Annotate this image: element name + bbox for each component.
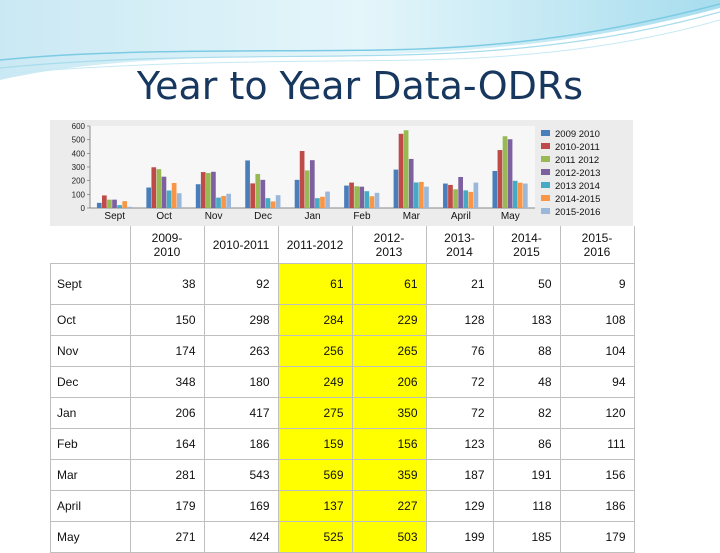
table-header-row (51, 226, 635, 264)
table-cell: 156 (560, 460, 634, 491)
table-cell: 503 (352, 522, 426, 553)
table-cell: 38 (130, 264, 204, 305)
legend-label: 2009 2010 (555, 129, 600, 140)
table-cell: 92 (204, 264, 278, 305)
table-row (51, 522, 635, 553)
row-label: Sept (51, 264, 131, 305)
table-cell: 185 (493, 522, 560, 553)
column-header: 2010-2011 (204, 226, 278, 264)
row-label: Nov (51, 336, 131, 367)
bar-april-2 (448, 185, 453, 208)
bar-oct-7 (177, 193, 182, 208)
table-cell: 229 (352, 305, 426, 336)
bar-nov-4 (211, 172, 216, 208)
bar-feb-5 (364, 191, 369, 208)
bar-jan-5 (315, 198, 320, 208)
bar-feb-6 (370, 196, 375, 208)
column-header: 2014-2015 (493, 226, 560, 264)
bar-oct-3 (157, 169, 162, 208)
table-cell: 281 (130, 460, 204, 491)
bar-feb-2 (349, 183, 354, 208)
bar-feb-7 (375, 193, 380, 208)
table-cell: 186 (560, 491, 634, 522)
bar-may-1 (492, 171, 497, 208)
bar-april-4 (458, 177, 463, 208)
table-cell: 569 (278, 460, 352, 491)
bar-oct-1 (146, 188, 151, 209)
bar-dec-4 (261, 180, 266, 208)
table-cell: 424 (204, 522, 278, 553)
bar-april-6 (468, 192, 473, 208)
row-label: Jan (51, 398, 131, 429)
column-header: 2011-2012 (278, 226, 352, 264)
legend-label: 2013 2014 (555, 181, 600, 192)
bar-may-2 (498, 150, 503, 208)
x-tick-label: April (450, 211, 471, 222)
slide-title: Year to Year Data-ODRs (136, 64, 584, 108)
column-header: 2009-2010 (130, 226, 204, 264)
table-cell: 191 (493, 460, 560, 491)
table-cell: 50 (493, 264, 560, 305)
legend-label: 2012-2013 (555, 168, 601, 179)
bar-dec-7 (276, 195, 281, 208)
x-tick-label: Nov (204, 211, 223, 222)
bar-mar-5 (414, 182, 419, 208)
table-cell: 206 (130, 398, 204, 429)
table-cell: 86 (493, 429, 560, 460)
x-tick-label: Oct (156, 211, 172, 222)
table-cell: 179 (130, 491, 204, 522)
bar-feb-1 (344, 186, 349, 208)
legend-swatch (541, 208, 550, 214)
table-cell: 76 (426, 336, 493, 367)
table-row (51, 398, 635, 429)
legend-swatch (541, 143, 550, 149)
table-cell: 179 (560, 522, 634, 553)
table-cell: 199 (426, 522, 493, 553)
table-cell: 543 (204, 460, 278, 491)
bar-sept-6 (122, 201, 127, 208)
column-header: 2013-2014 (426, 226, 493, 264)
table-cell: 187 (426, 460, 493, 491)
table-cell: 180 (204, 367, 278, 398)
table-cell: 9 (560, 264, 634, 305)
table-cell: 164 (130, 429, 204, 460)
bar-dec-6 (271, 201, 276, 208)
table-cell: 128 (426, 305, 493, 336)
bar-may-5 (513, 181, 518, 208)
table-cell: 61 (278, 264, 352, 305)
x-tick-label: Jan (304, 211, 321, 222)
legend-swatch (541, 156, 550, 162)
table-cell: 104 (560, 336, 634, 367)
y-tick-label: 600 (71, 122, 85, 131)
bar-april-7 (474, 183, 479, 208)
table-cell: 186 (204, 429, 278, 460)
bar-nov-5 (216, 198, 221, 208)
table-cell: 118 (493, 491, 560, 522)
y-tick-label: 200 (71, 176, 85, 186)
bar-may-7 (523, 184, 528, 208)
bar-jan-2 (300, 151, 305, 208)
bar-sept-2 (102, 195, 107, 208)
table-cell: 227 (352, 491, 426, 522)
row-label: May (51, 522, 131, 553)
bar-mar-7 (424, 187, 429, 208)
table-cell: 275 (278, 398, 352, 429)
table-cell: 48 (493, 367, 560, 398)
bar-oct-2 (151, 167, 156, 208)
table-cell: 72 (426, 398, 493, 429)
bar-april-5 (463, 190, 468, 208)
table-cell: 284 (278, 305, 352, 336)
x-tick-label: Feb (353, 211, 371, 222)
bar-oct-5 (167, 191, 172, 208)
table-row (51, 460, 635, 491)
bar-jan-1 (295, 180, 300, 208)
bar-chart (50, 120, 633, 226)
table-body (51, 264, 635, 553)
table-cell: 525 (278, 522, 352, 553)
table-cell: 111 (560, 429, 634, 460)
bar-april-1 (443, 184, 448, 208)
table-cell: 265 (352, 336, 426, 367)
table-row (51, 305, 635, 336)
table-cell: 263 (204, 336, 278, 367)
bar-nov-2 (201, 172, 206, 208)
table-cell: 94 (560, 367, 634, 398)
bar-mar-2 (399, 134, 404, 208)
table-cell: 174 (130, 336, 204, 367)
bar-jan-3 (305, 170, 310, 208)
table-cell: 120 (560, 398, 634, 429)
bar-dec-3 (255, 174, 260, 208)
bar-nov-6 (221, 196, 226, 208)
bar-mar-4 (409, 159, 414, 208)
table-cell: 108 (560, 305, 634, 336)
table-cell: 159 (278, 429, 352, 460)
table-cell: 123 (426, 429, 493, 460)
row-label: Oct (51, 305, 131, 336)
table-cell: 249 (278, 367, 352, 398)
bar-feb-3 (354, 186, 359, 208)
bar-feb-4 (359, 187, 364, 208)
x-tick-label: May (500, 211, 520, 222)
table-cell: 137 (278, 491, 352, 522)
legend-label: 2011 2012 (555, 155, 600, 166)
table-cell: 169 (204, 491, 278, 522)
data-table (50, 226, 635, 553)
bar-nov-7 (226, 194, 231, 208)
bar-nov-3 (206, 173, 211, 208)
bar-may-6 (518, 183, 523, 208)
row-label: Feb (51, 429, 131, 460)
legend-label: 2010-2011 (555, 142, 600, 153)
table-cell: 150 (130, 305, 204, 336)
table-row (51, 264, 635, 305)
table-row (51, 429, 635, 460)
table-cell: 256 (278, 336, 352, 367)
row-label: Mar (51, 460, 131, 491)
bar-dec-5 (266, 198, 271, 208)
bar-jan-6 (320, 197, 325, 208)
legend-swatch (541, 182, 550, 188)
bar-dec-2 (250, 183, 255, 208)
table-cell: 129 (426, 491, 493, 522)
row-label: Dec (51, 367, 131, 398)
bar-mar-6 (419, 182, 424, 208)
table-corner-cell (51, 226, 131, 264)
table-cell: 156 (352, 429, 426, 460)
table-cell: 72 (426, 367, 493, 398)
x-tick-label: Sept (104, 211, 126, 222)
y-tick-label: 300 (71, 163, 85, 172)
chart-area (50, 120, 633, 226)
table-cell: 348 (130, 367, 204, 398)
bar-mar-3 (404, 130, 409, 208)
legend-label: 2015-2016 (555, 207, 601, 218)
bar-jan-4 (310, 160, 315, 208)
bar-may-4 (508, 139, 513, 208)
table-row (51, 367, 635, 398)
table-cell: 61 (352, 264, 426, 305)
bar-sept-3 (107, 200, 112, 208)
legend-swatch (541, 195, 550, 201)
legend-swatch (541, 169, 550, 175)
column-header: 2012-2013 (352, 226, 426, 264)
table-cell: 82 (493, 398, 560, 429)
row-label: April (51, 491, 131, 522)
bar-sept-5 (117, 205, 122, 208)
y-tick-label: 0 (80, 204, 85, 213)
table-cell: 183 (493, 305, 560, 336)
x-tick-label: Mar (402, 211, 421, 222)
column-header: 2015-2016 (560, 226, 634, 264)
bar-sept-4 (112, 200, 117, 208)
bar-sept-7 (127, 207, 132, 208)
y-tick-label: 400 (71, 149, 85, 159)
legend-swatch (541, 130, 550, 136)
legend-label: 2014-2015 (555, 194, 601, 205)
bar-sept-1 (97, 203, 102, 208)
bar-mar-1 (394, 170, 399, 208)
table-cell: 350 (352, 398, 426, 429)
table-cell: 21 (426, 264, 493, 305)
table-cell: 417 (204, 398, 278, 429)
table-cell: 359 (352, 460, 426, 491)
bar-may-3 (503, 136, 508, 208)
bar-jan-7 (325, 192, 330, 208)
table-cell: 298 (204, 305, 278, 336)
table-cell: 88 (493, 336, 560, 367)
y-tick-label: 100 (71, 190, 85, 200)
bar-oct-6 (172, 183, 177, 208)
x-tick-label: Dec (254, 211, 272, 222)
y-tick-label: 500 (71, 135, 85, 145)
table-cell: 206 (352, 367, 426, 398)
bar-dec-1 (245, 160, 250, 208)
table-row (51, 491, 635, 522)
table-row (51, 336, 635, 367)
bar-april-3 (453, 189, 458, 208)
bar-oct-4 (162, 177, 167, 208)
bar-nov-1 (196, 184, 201, 208)
table-cell: 271 (130, 522, 204, 553)
